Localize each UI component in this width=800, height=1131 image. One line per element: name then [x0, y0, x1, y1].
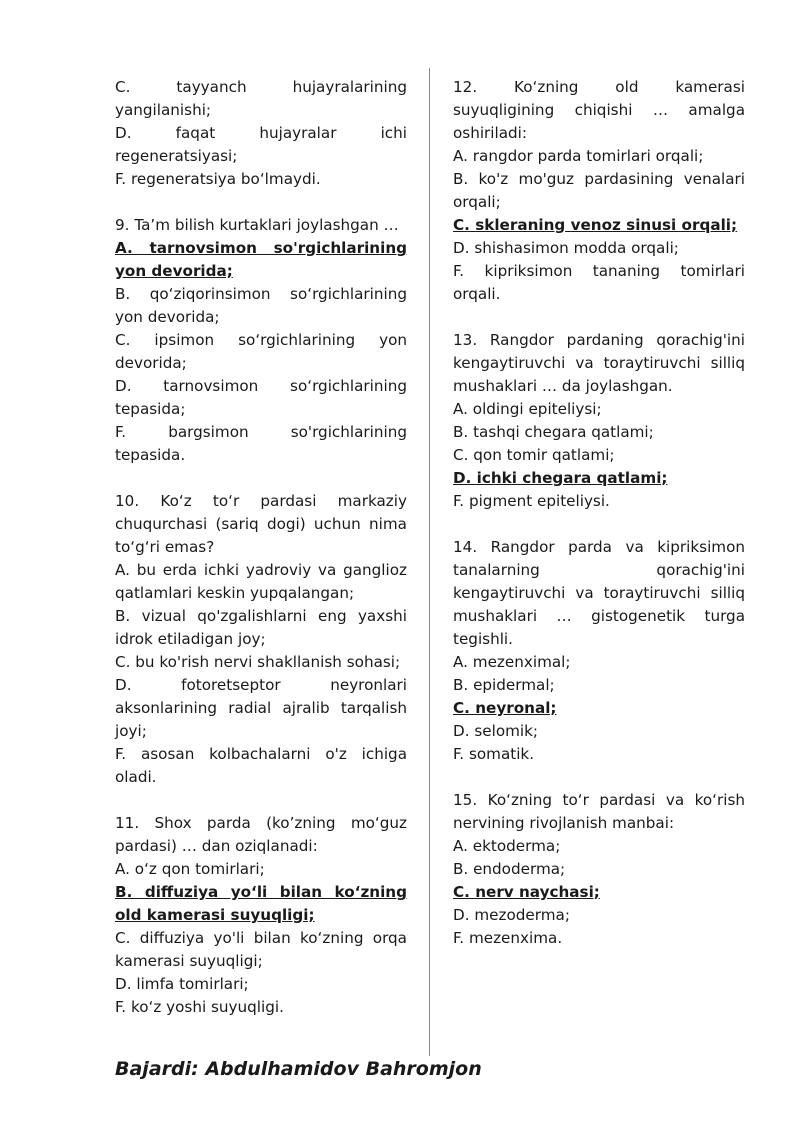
answer-option: D. fotoretseptor neyronlari aksonlarining radial ajralib tarqalish joyi; — [115, 676, 407, 740]
answer-option: D. limfa tomirlari; — [115, 975, 249, 993]
question-text: 15. Ko‘zning to‘r pardasi va ko‘rish nervining rivojlanish manbai: — [453, 791, 745, 832]
question-block — [453, 536, 745, 766]
answer-option: F. somatik. — [453, 745, 535, 763]
question-text: 12. Ko‘zning old kamerasi suyuqligining chiqishi … amalga oshiriladi: — [453, 78, 745, 142]
answer-option: B. ko'z mo'guz pardasining venalari orqali; — [453, 170, 745, 211]
question-block — [115, 812, 407, 1019]
answer-option: C. bu ko'rish nervi shakllanish sohasi; — [115, 653, 401, 671]
correct-answer-option: C. skleraning venoz sinusi orqali; — [453, 216, 738, 234]
answer-option: B. epidermal; — [453, 676, 555, 694]
answer-option: F. asosan kolbachalarni o'z ichiga oladi. — [115, 745, 407, 786]
answer-option: D. tarnovsimon so‘rgichlarining tepasida; — [115, 377, 407, 418]
answer-option: F. mezenxima. — [453, 929, 563, 947]
answer-option: F. bargsimon so'rgichlarining tepasida. — [115, 423, 407, 464]
answer-option: B. endoderma; — [453, 860, 566, 878]
answer-option: F. regeneratsiya bo‘lmaydi. — [115, 170, 321, 188]
correct-answer-option: C. neyronal; — [453, 699, 557, 717]
answer-option: F. kipriksimon tananing tomirlari orqali. — [453, 262, 745, 303]
answer-option: B. vizual qo'zgalishlarni eng yaxshi idrok etiladigan joy; — [115, 607, 407, 648]
question-text: 10. Ko‘z to‘r pardasi markaziy chuqurchasi (sariq dogi) uchun nima to‘g‘ri emas? — [115, 492, 407, 556]
right-column — [453, 76, 745, 973]
answer-option: A. o‘z qon tomirlari; — [115, 860, 265, 878]
answer-option: B. tashqi chegara qatlami; — [453, 423, 654, 441]
answer-option: D. shishasimon modda orqali; — [453, 239, 679, 257]
column-divider — [429, 68, 430, 1056]
question-text: 9. Ta’m bilish kurtaklari joylashgan … — [115, 216, 399, 234]
answer-option: C. diffuziya yo'li bilan ko‘zning orqa kamerasi suyuqligi; — [115, 929, 407, 970]
answer-option: C. qon tomir qatlami; — [453, 446, 615, 464]
answer-option: A. ektoderma; — [453, 837, 561, 855]
question-block — [453, 76, 745, 306]
answer-option: A. mezenximal; — [453, 653, 571, 671]
author-footer: Bajardi: Abdulhamidov Bahromjon — [115, 1058, 482, 1080]
question-block — [115, 76, 407, 191]
correct-answer-option: A. tarnovsimon so'rgichlarining yon devorida; — [115, 239, 407, 280]
answer-option: C. tayyanch hujayralarining yangilanishi; — [115, 78, 407, 119]
question-text: 11. Shox parda (ko’zning mo‘guz pardasi) … dan oziqlanadi: — [115, 814, 407, 855]
answer-option: A. bu erda ichki yadroviy va ganglioz qatlamlari keskin yupqalangan; — [115, 561, 407, 602]
answer-option: D. selomik; — [453, 722, 539, 740]
answer-option: F. ko‘z yoshi suyuqligi. — [115, 998, 284, 1016]
answer-option: A. oldingi epiteliysi; — [453, 400, 602, 418]
correct-answer-option: B. diffuziya yo‘li bilan ko‘zning old kamerasi suyuqligi; — [115, 883, 407, 924]
question-block — [453, 789, 745, 950]
question-block — [115, 490, 407, 789]
question-text: 13. Rangdor pardaning qorachig'ini kengaytiruvchi va toraytiruvchi silliq mushaklari … da joylashgan. — [453, 331, 745, 395]
left-column — [115, 76, 407, 1042]
answer-option: D. mezoderma; — [453, 906, 570, 924]
answer-option: D. faqat hujayralar ichi regeneratsiyasi; — [115, 124, 407, 165]
question-block — [453, 329, 745, 513]
correct-answer-option: C. nerv naychasi; — [453, 883, 600, 901]
answer-option: A. rangdor parda tomirlari orqali; — [453, 147, 704, 165]
question-text: 14. Rangdor parda va kipriksimon tanalarning qorachig'ini kengaytiruvchi va toraytiruvchi silliq mushaklari … gistogenetik turga tegishli. — [453, 538, 745, 648]
answer-option: F. pigment epiteliysi. — [453, 492, 610, 510]
correct-answer-option: D. ichki chegara qatlami; — [453, 469, 668, 487]
answer-option: B. qo‘ziqorinsimon so‘rgichlarining yon devorida; — [115, 285, 407, 326]
question-block — [115, 214, 407, 467]
answer-option: C. ipsimon so‘rgichlarining yon devorida; — [115, 331, 407, 372]
